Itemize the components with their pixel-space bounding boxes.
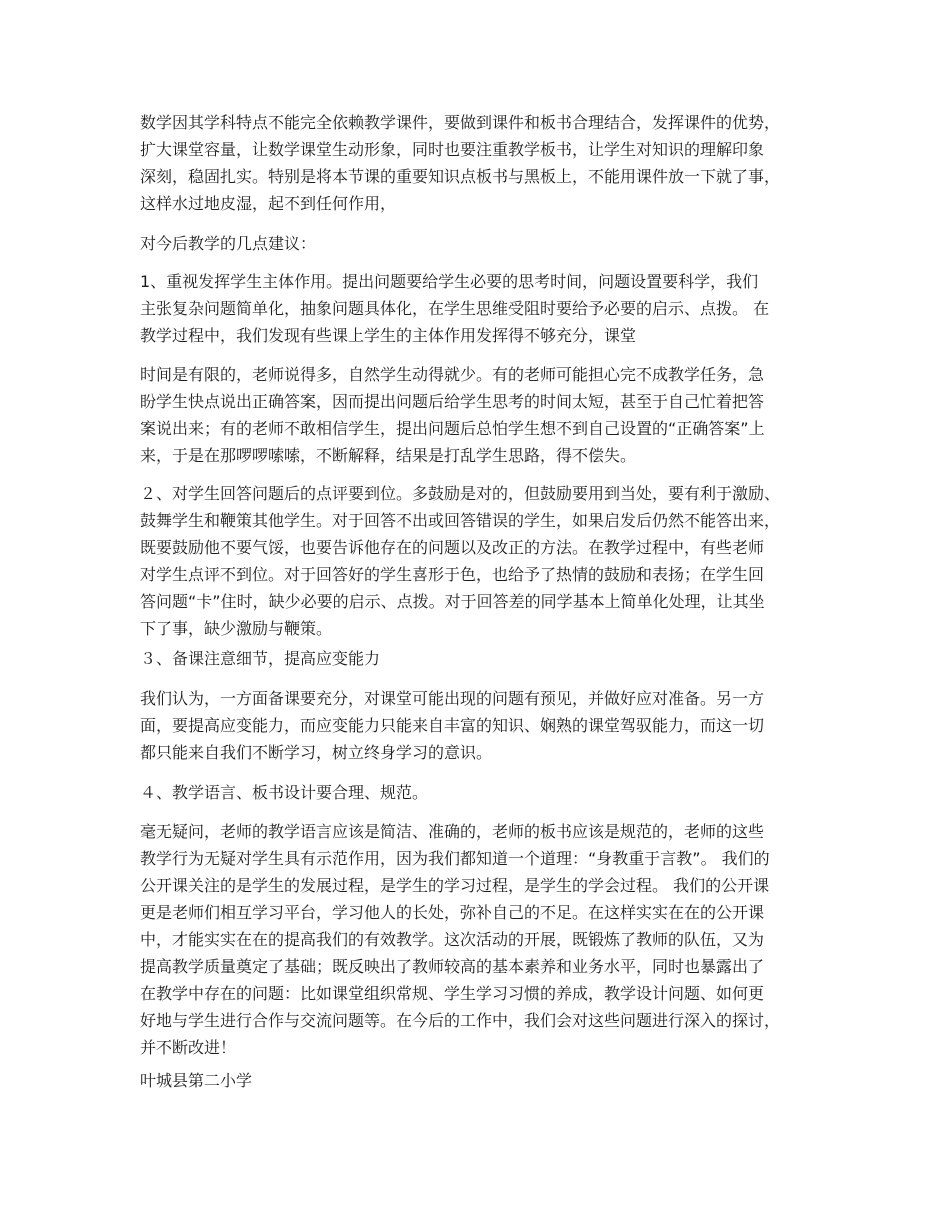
text-line: ４、教学语言、板书设计要合理、规范。 (140, 783, 429, 802)
text-line: 主张复杂问题简单化，抽象问题具体化，在学生思维受阻时要给予必要的启示、点拨。 在 (140, 299, 770, 318)
suggestion-4-heading (140, 779, 830, 806)
text-line: 都只能来自我们不断学习，树立终身学习的意识。 (140, 743, 493, 762)
text-line: 好地与学生进行合作与交流问题等。在今后的工作中，我们会对这些问题进行深入的探讨， (140, 1011, 781, 1030)
text-line: 案说出来；有的老师不敢相信学生，提出问题后总怕学生想不到自己设置的“正确答案”上 (140, 419, 765, 438)
suggestion-3-heading (140, 645, 830, 672)
text-line: 公开课关注的是学生的发展过程，是学生的学习过程，是学生的学会过程。 我们的公开课 (140, 876, 770, 895)
paragraph-suggestion-1 (140, 268, 830, 349)
text-line: 教学行为无疑对学生具有示范作用，因为我们都知道一个道理：“身教重于言教”。 我们的 (140, 849, 770, 868)
text-line: 答问题“卡”住时，缺少必要的启示、点拨。对于回答差的同学基本上简单化处理，让其坐 (140, 592, 765, 611)
text-line: 既要鼓励他不要气馁，也要告诉他存在的问题以及改正的方法。在教学过程中，有些老师 (140, 538, 765, 557)
text-line: 面，要提高应变能力，而应变能力只能来自丰富的知识、娴熟的课堂驾驭能力，而这一切 (140, 716, 765, 735)
paragraph-suggestion-2 (140, 480, 830, 642)
text-line: 毫无疑问，老师的教学语言应该是简洁、准确的，老师的板书应该是规范的，老师的这些 (140, 822, 765, 841)
text-line: 下了事，缺少激励与鞭策。 (140, 619, 333, 638)
text-line: 1、重视发挥学生主体作用。提出问题要给学生必要的思考时间，问题设置要科学，我们 (140, 272, 759, 291)
paragraph-suggestion-4 (140, 818, 830, 1061)
text-line: 来，于是在那啰啰嗦嗦，不断解释，结果是打乱学生思路，得不偿失。 (140, 446, 637, 465)
text-line: 扩大课堂容量，让数学课堂生动形象，同时也要注重教学板书，让学生对知识的理解印象 (140, 140, 765, 159)
text-line: 鼓舞学生和鞭策其他学生。对于回答不出或回答错误的学生，如果启发后仍然不能答出来， (140, 511, 781, 530)
text-line: 盼学生快点说出正确答案，因而提出问题后给学生思考的时间太短，甚至于自己忙着把答 (140, 392, 765, 411)
school-signature (140, 1067, 830, 1094)
text-line: 时间是有限的，老师说得多，自然学生动得就少。有的老师可能担心完不成教学任务，急 (140, 365, 765, 384)
text-line: 对学生点评不到位。对于回答好的学生喜形于色，也给予了热情的鼓励和表扬；在学生回 (140, 565, 765, 584)
text-line: 深刻，稳固扎实。特别是将本节课的重要知识点板书与黑板上，不能用课件放一下就了事， (140, 167, 781, 186)
text-line: 并不断改进！ (140, 1038, 237, 1057)
paragraph-suggestion-1-continued (140, 361, 830, 469)
text-line: 对今后教学的几点建议： (140, 234, 317, 253)
text-line: 提高教学质量奠定了基础；既反映出了教师较高的基本素养和业务水平，同时也暴露出了 (140, 957, 765, 976)
text-line: 叶城县第二小学 (140, 1071, 253, 1090)
text-line: 我们认为，一方面备课要充分，对课堂可能出现的问题有预见，并做好应对准备。另一方 (140, 689, 765, 708)
text-line: 教学过程中，我们发现有些课上学生的主体作用发挥得不够充分，课堂 (140, 326, 637, 345)
text-line: 中，才能实实在在的提高我们的有效教学。这次活动的开展，既锻炼了教师的队伍，又为 (140, 930, 765, 949)
text-line: 更是老师们相互学习平台，学习他人的长处，弥补自己的不足。在这样实实在在的公开课 (140, 903, 765, 922)
text-line: 这样水过地皮湿，起不到任何作用， (140, 194, 397, 213)
text-line: ３、备课注意细节，提高应变能力 (140, 649, 381, 668)
suggestions-heading (140, 230, 830, 257)
paragraph-suggestion-3 (140, 685, 830, 766)
text-line: 在教学中存在的问题：比如课堂组织常规、学生学习习惯的养成，教学设计问题、如何更 (140, 984, 765, 1003)
text-line: 数学因其学科特点不能完全依赖教学课件，要做到课件和板书合理结合，发挥课件的优势， (140, 113, 781, 132)
text-line: ２、对学生回答问题后的点评要到位。多鼓励是对的，但鼓励要用到当处，要有利于激励、 (140, 484, 781, 503)
paragraph-courseware-and-board (140, 109, 830, 217)
